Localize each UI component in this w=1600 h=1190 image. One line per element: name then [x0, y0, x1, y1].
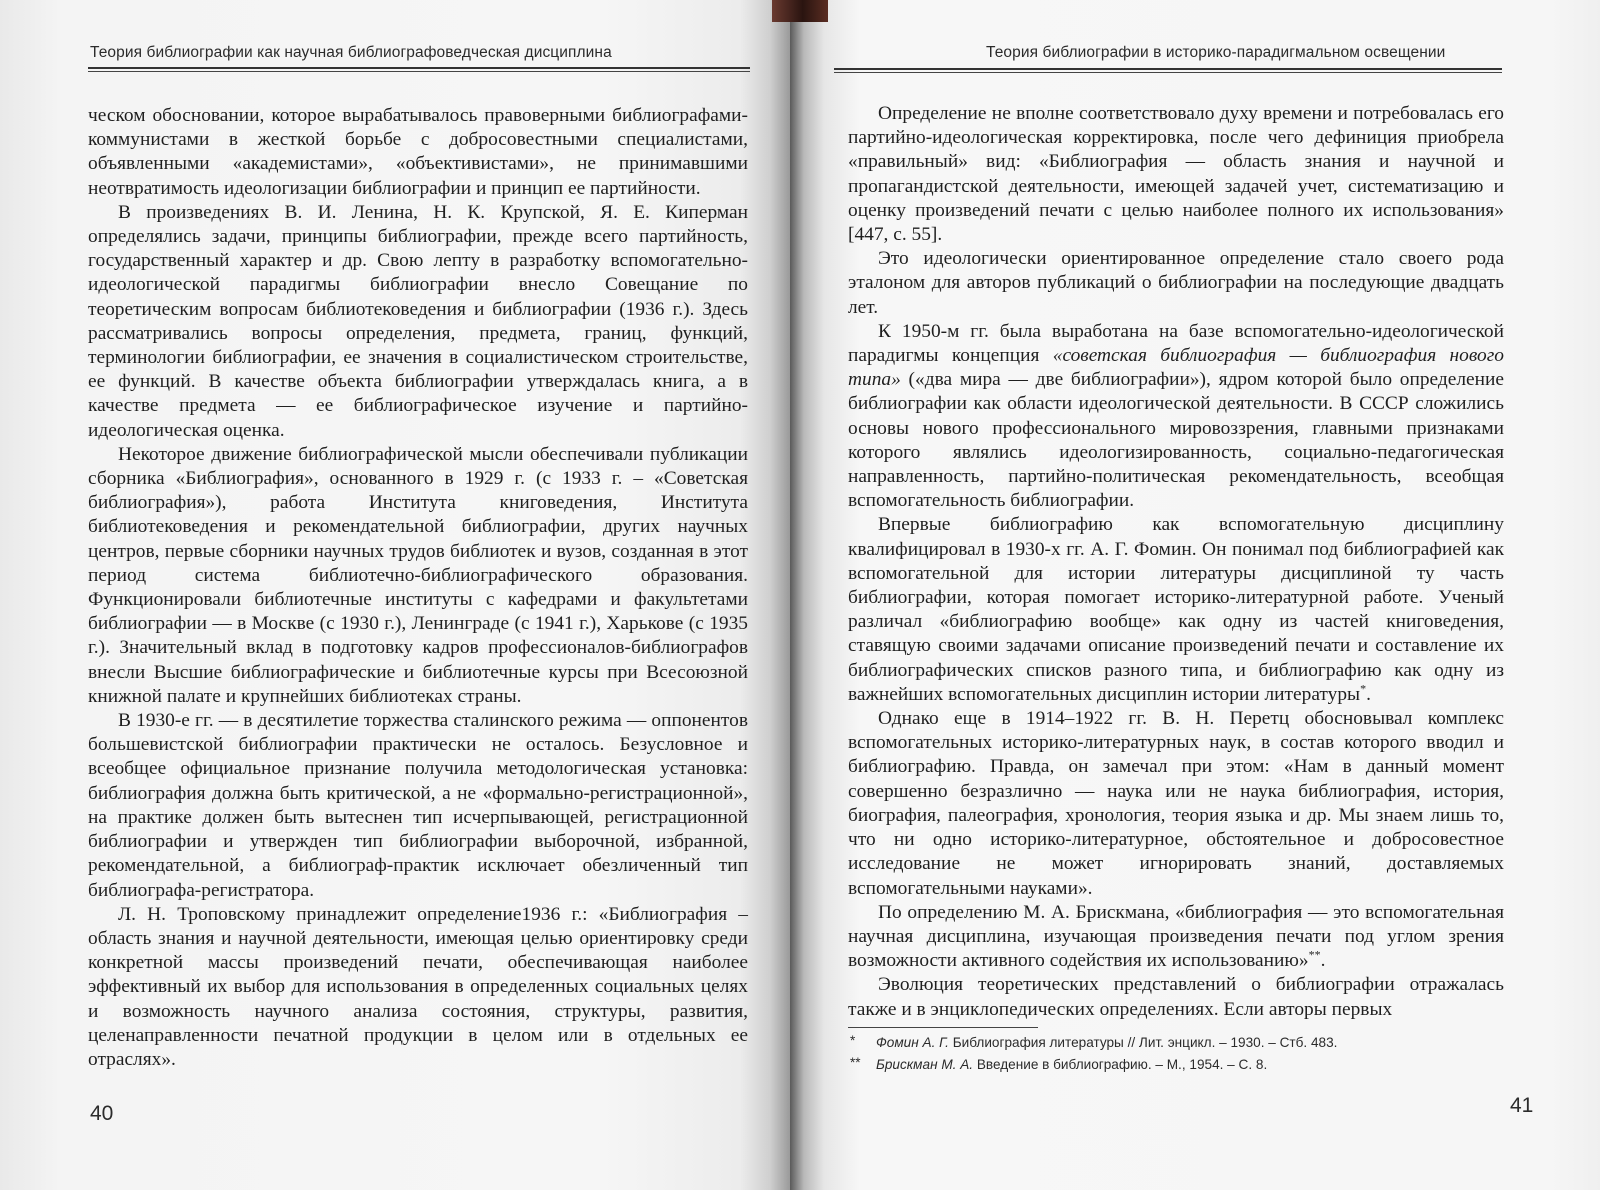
right-page-number: 41	[1510, 1094, 1534, 1117]
left-header-rule-thin	[88, 71, 750, 72]
footnote	[850, 1032, 1500, 1054]
left-body-text	[88, 104, 748, 1072]
right-page	[790, 0, 1600, 1190]
right-paragraph	[848, 320, 1504, 514]
p6-end: .	[1320, 950, 1326, 972]
p4-text: Впервые библиографию как вспомогательную дисциплину квалифицировал в 1930-х гг. А. Г. Фомин. Он понимал под библиографией как вспомогательной для истории литературы дисциплиной ту часть библиографии, которая помогает историко-литературной работе. Ученый различал «библиографию вообще» как одну из частей книговедения, ставящую своими задачами описание произведений печати и составление их библиографических списков разного типа, и библиографию как одну из важнейших вспомогательных дисциплин истории литературы	[848, 514, 1504, 705]
right-header-rule-thin	[834, 72, 1502, 73]
footnote-ref-1: *	[1360, 681, 1367, 696]
footnote-text: Библиография литературы // Лит. энцикл. – 1930. – Стб. 483.	[948, 1035, 1338, 1050]
right-paragraph: Однако еще в 1914–1922 гг. В. Н. Перетц обосновывал комплекс вспомогательных историко-литературных наук, в состав которого вводил и библиографию. Правда, он замечал при этом: «Нам в данный момент совершенно безразлично — наука или не наука библиография, история, биография, палеография, хронология, теория языка и др. Мы знаем лишь то, что ни одно историко-литературное, обстоятельное и добросовестное исследование не может игнорировать знаний, доставляемых вспомогательными науками».	[848, 708, 1504, 899]
right-header-rule	[834, 68, 1502, 70]
p6-text: По определению М. А. Брискмана, «библиография — это вспомогательная научная дисциплина, изучающая произведения печати под углом зрения возможности активного содействия их использованию»	[848, 901, 1504, 972]
p3-text-after: («два мира — две библиографии»), ядром которой было определение библиографии как области идеологической деятельности. В СССР сложились основы нового профессионального мировоззрения, главными признаками которого являлись идеологизированность, социально-педагогическая направленность, партийно-политическая рекомендательность, всеобщая вспомогательность библиографии.	[848, 369, 1504, 512]
p3-italic-concept: «советская библиография — библиография нового типа»	[848, 345, 1504, 391]
footnote-author: Фомин А. Г.	[876, 1035, 949, 1050]
left-paragraph: В произведениях В. И. Ленина, Н. К. Крупской, Я. Е. Киперман определялись задачи, принципы библиографии, прежде всего партийность, государственный характер и др. Свою лепту в разработку вспомогательно-идеологической парадигмы библиографии внесло Совещание по теоретическим вопросам библиотековедения и библиографии (1936 г.). Здесь рассматривались вопросы определения, предмета, границ, функций, терминологии библиографии, ее значения в социалистическом строительстве, ее функций. В качестве объекта библиографии утверждалась книга, а в качестве предмета — ее библиографическое изучение и партийно-идеологическая оценка.	[88, 201, 748, 441]
footnotes	[850, 1032, 1500, 1076]
footnote	[850, 1054, 1500, 1076]
right-paragraph: Определение не вполне соответствовало духу времени и потребовалась его партийно-идеологическая корректировка, после чего дефиниция приобрела «правильный» вид: «Библиография — область знания и научной и пропагандистской деятельности, имеющей задачей учет, систематизацию и оценку произведений печати с целью наиболее полного их использования» [447, с. 55].	[848, 103, 1504, 246]
left-page	[0, 0, 790, 1190]
left-page-number: 40	[90, 1102, 114, 1125]
footnote-mark: **	[850, 1055, 861, 1070]
footnote-ref-2: **	[1308, 947, 1321, 962]
right-paragraph	[848, 901, 1504, 974]
left-running-head: Теория библиографии как научная библиографоведческая дисциплина	[90, 44, 612, 61]
footnote-rule	[848, 1027, 1038, 1028]
p4-end: .	[1366, 683, 1371, 705]
right-paragraph	[848, 513, 1504, 707]
p3-text-before: К 1950-м гг. была выработана на базе вспомогательно-идеологической парадигмы концепция	[848, 320, 1504, 367]
right-running-head: Теория библиографии в историко-парадигмальном освещении	[986, 44, 1446, 61]
footnote-text: Введение в библиографию. – М., 1954. – С. 8.	[973, 1057, 1268, 1072]
left-paragraph: ческом обосновании, которое вырабатывалось правоверными библиографами-коммунистами в жесткой борьбе с добросовестными специалистами, объявленными «академистами», «объективистами», не принимавшими неотвратимость идеологизации библиографии и принцип ее партийности.	[88, 105, 748, 199]
footnote-mark: *	[850, 1033, 856, 1048]
left-paragraph: Некоторое движение библиографической мысли обеспечивали публикации сборника «Библиография», основанного в 1929 г. (с 1933 г. – «Советская библиография»), работа Института книговедения, Института библиотековедения и рекомендательной библиографии, других научных центров, первые сборники научных трудов библиотек и вузов, созданная в этот период система библиотечно-библиографического образования. Функционировали библиотечные институты с кафедрами и факультетами библиографии — в Москве (с 1930 г.), Ленинграде (с 1941 г.), Харькове (с 1935 г.). Значительный вклад в подготовку кадров профессионалов-библиографов внесли Высшие библиографические и библиотечные курсы при Всесоюзной книжной палате и крупнейших библиотеках страны.	[88, 443, 748, 707]
right-paragraph: Эволюция теоретических представлений о библиографии отражалась также и в энциклопедических определениях. Если авторы первых	[848, 974, 1504, 1020]
left-paragraph: В 1930-е гг. — в десятилетие торжества сталинского режима — оппонентов большевистской библиографии практически не осталось. Безусловное и всеобщее официальное признание получила методологическая установка: библиография должна быть критической, а не «формально-регистрационной», на практике должен быть вытеснен тип исчерпывающей, регистрационной библиографии и утвержден тип библиографии выборочной, избранной, рекомендательной, а библиограф-практик исключает обезличенный тип библиографа-регистратора.	[88, 710, 748, 901]
right-body-text	[848, 102, 1504, 1022]
right-paragraph: Это идеологически ориентированное определение стало своего рода эталоном для авторов публикаций о библиографии на последующие двадцать лет.	[848, 248, 1504, 318]
book-spine-edge	[772, 0, 828, 22]
left-header-rule	[88, 67, 750, 69]
left-paragraph: Л. Н. Троповскому принадлежит определение1936 г.: «Библиография – область знания и научной деятельности, имеющая целью ориентировку среди конкретной массы произведений печати, обеспечивающая наиболее эффективный их выбор для использования в определенных социальных целях и возможность научного анализа состояния, структуры, развития, целенаправленности печатной продукции в целом или в отдельных ее отраслях».	[88, 903, 748, 1070]
footnote-author: Брискман М. А.	[876, 1057, 974, 1072]
